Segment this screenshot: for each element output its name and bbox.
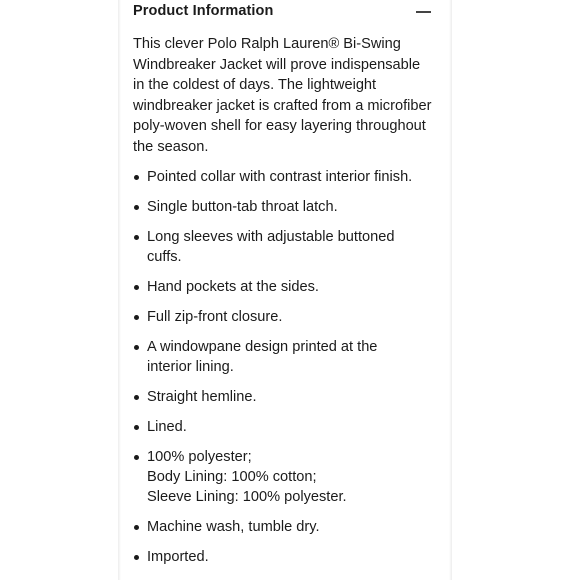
bullet-icon bbox=[134, 425, 139, 430]
feature-text: Lined. bbox=[147, 419, 187, 435]
feature-text: A windowpane design printed at the interior lining. bbox=[147, 339, 378, 375]
feature-item bbox=[133, 227, 433, 267]
bullet-icon bbox=[134, 205, 139, 210]
feature-text: Imported. bbox=[147, 549, 209, 565]
feature-item bbox=[133, 197, 433, 217]
feature-item bbox=[133, 387, 433, 407]
feature-item bbox=[133, 417, 433, 437]
bullet-icon bbox=[134, 235, 139, 240]
feature-item bbox=[133, 307, 433, 327]
feature-item bbox=[133, 337, 433, 377]
feature-text: Single button-tab throat latch. bbox=[147, 199, 338, 215]
product-description: This clever Polo Ralph Lauren® Bi-Swing Windbreaker Jacket will prove indispensable in the coldest of days. The lightweight windbreaker jacket is crafted from a microfiber poly-woven shell for easy layering throughout the season. bbox=[133, 36, 432, 155]
feature-item bbox=[133, 167, 433, 187]
bullet-icon bbox=[134, 315, 139, 320]
bullet-icon bbox=[134, 525, 139, 530]
feature-text: 100% polyester; Body Lining: 100% cotton; Sleeve Lining: 100% polyester. bbox=[147, 449, 347, 505]
feature-item bbox=[133, 447, 433, 507]
panel-edge-shadow-left bbox=[118, 0, 121, 580]
bullet-icon bbox=[134, 395, 139, 400]
panel-edge-shadow-right bbox=[449, 0, 452, 580]
feature-item bbox=[133, 547, 433, 567]
bullet-icon bbox=[134, 345, 139, 350]
feature-text: Hand pockets at the sides. bbox=[147, 279, 319, 295]
feature-text: Machine wash, tumble dry. bbox=[147, 519, 320, 535]
bullet-icon bbox=[134, 455, 139, 460]
bullet-icon bbox=[134, 285, 139, 290]
feature-text: Long sleeves with adjustable buttoned cuffs. bbox=[147, 229, 395, 265]
bullet-icon bbox=[134, 175, 139, 180]
feature-list bbox=[133, 167, 433, 577]
feature-item bbox=[133, 277, 433, 297]
section-title: Product Information bbox=[133, 3, 274, 19]
bullet-icon bbox=[134, 555, 139, 560]
feature-text: Full zip-front closure. bbox=[147, 309, 283, 325]
feature-item bbox=[133, 517, 433, 537]
minus-collapse-icon[interactable] bbox=[416, 11, 431, 13]
feature-text: Straight hemline. bbox=[147, 389, 257, 405]
accordion-header[interactable] bbox=[133, 0, 431, 22]
feature-text: Pointed collar with contrast interior finish. bbox=[147, 169, 413, 185]
